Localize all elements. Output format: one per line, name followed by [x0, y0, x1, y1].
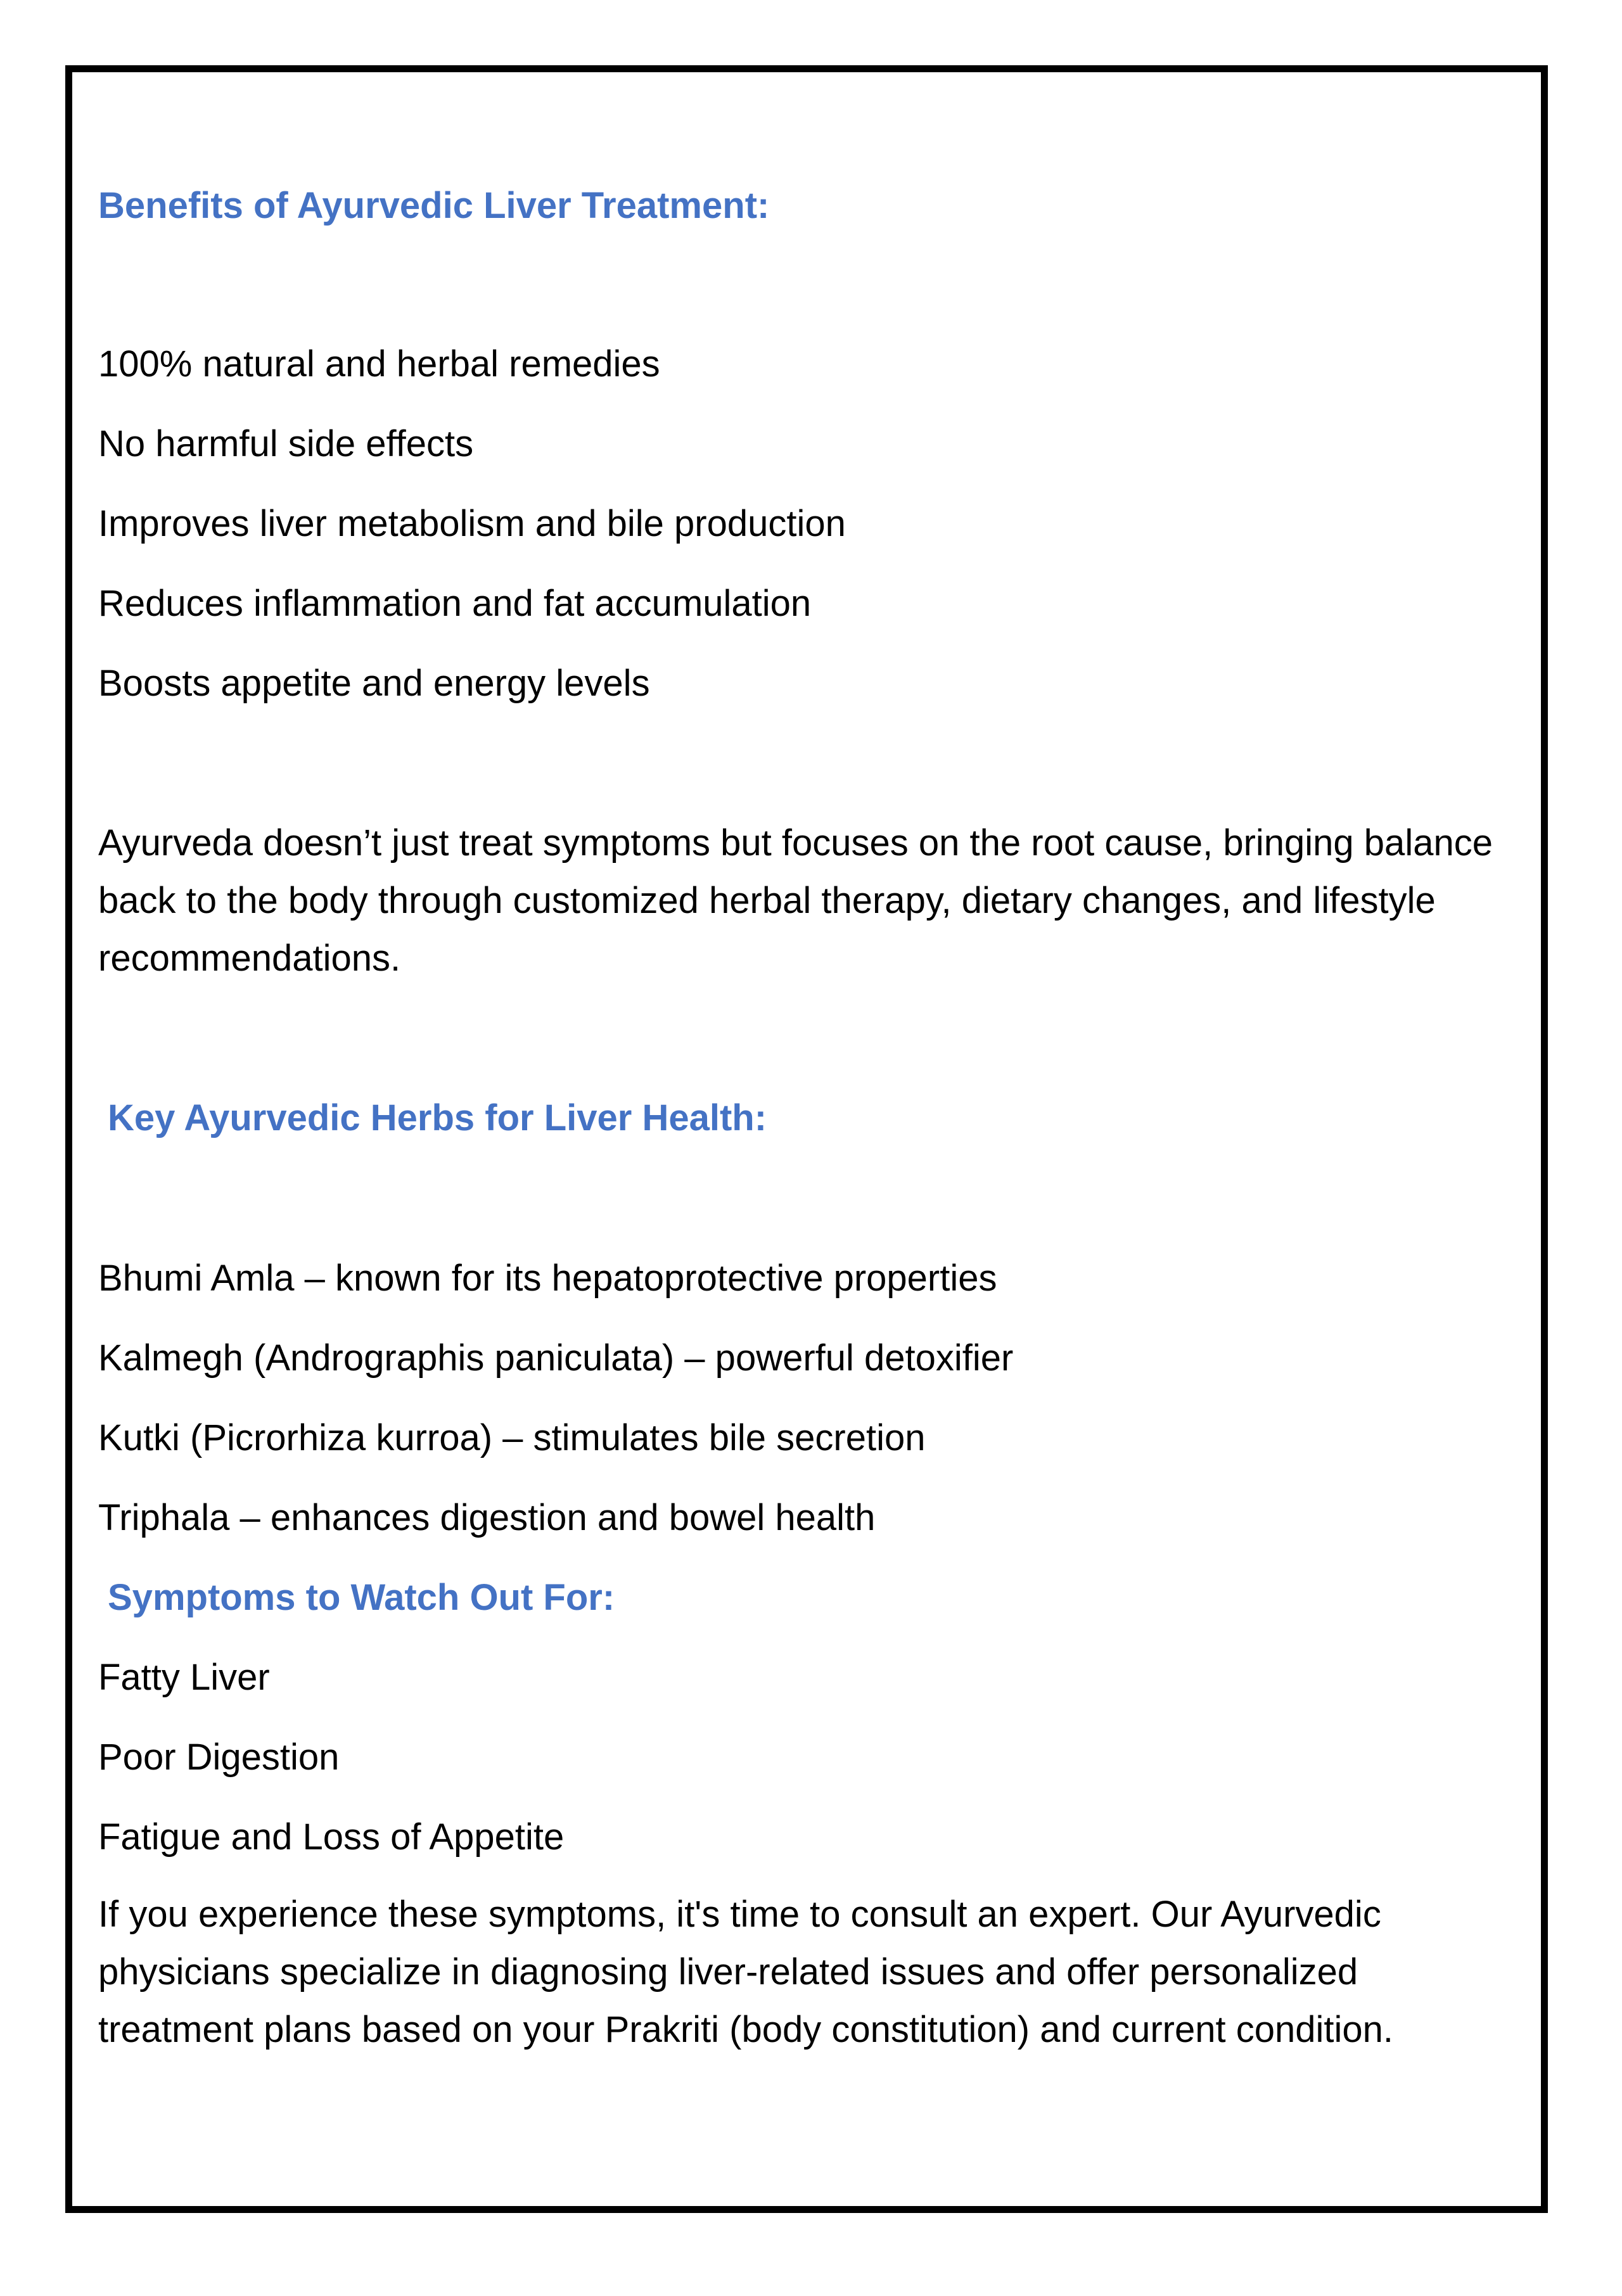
symptom-item: Fatigue and Loss of Appetite [98, 1816, 565, 1858]
herb-item: Kutki (Picrorhiza kurroa) – stimulates bile secretion [98, 1417, 926, 1458]
consult-paragraph: If you experience these symptoms, it's time to consult an expert. Our Ayurvedic physicians specialize in diagnosing liver-related issues and offer personalized treatment plans based on your Prakriti (body constitution) and current condition. [98, 1894, 1393, 2050]
benefits-heading: Benefits of Ayurvedic Liver Treatment: [98, 185, 770, 226]
benefit-item: Reduces inflammation and fat accumulation [98, 583, 812, 624]
herbs-heading: Key Ayurvedic Herbs for Liver Health: [108, 1097, 767, 1138]
symptoms-heading: Symptoms to Watch Out For: [108, 1577, 615, 1618]
herb-item: Kalmegh (Andrographis paniculata) – powerful detoxifier [98, 1337, 1014, 1379]
benefit-item: Boosts appetite and energy levels [98, 663, 650, 704]
benefit-item: No harmful side effects [98, 423, 474, 464]
benefits-paragraph: Ayurveda doesn’t just treat symptoms but focuses on the root cause, bringing balance back to the body through customized herbal therapy, dietary changes, and lifestyle recommendations. [98, 822, 1493, 979]
benefit-item: Improves liver metabolism and bile production [98, 503, 846, 544]
symptom-item: Poor Digestion [98, 1737, 340, 1778]
symptom-item: Fatty Liver [98, 1657, 270, 1698]
herb-item: Bhumi Amla – known for its hepatoprotective properties [98, 1258, 997, 1299]
herb-item: Triphala – enhances digestion and bowel health [98, 1497, 876, 1538]
benefit-item: 100% natural and herbal remedies [98, 343, 660, 385]
